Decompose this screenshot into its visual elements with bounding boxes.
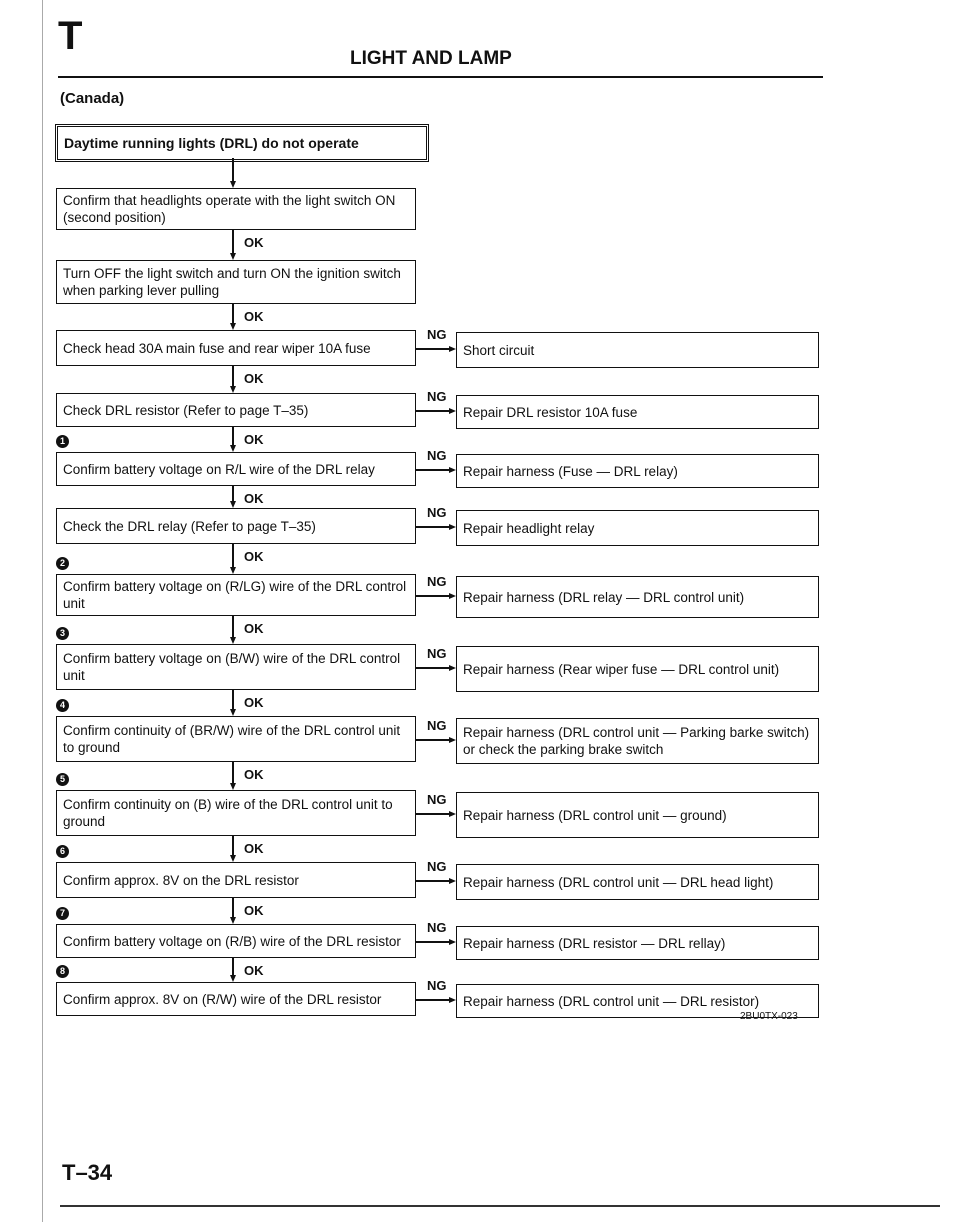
- ng-label: NG: [427, 448, 447, 463]
- step-marker-4: 4: [56, 699, 69, 712]
- footer-rule: [60, 1205, 940, 1207]
- ok-flow-line: [232, 230, 234, 254]
- arrow-down-icon: [230, 253, 236, 260]
- symptom-box: Daytime running lights (DRL) do not operate: [55, 124, 429, 162]
- arrow-down-icon: [230, 323, 236, 330]
- arrow-right-icon: [449, 593, 456, 599]
- step-box: Confirm that headlights operate with the light switch ON (second position): [56, 188, 416, 230]
- remedy-box: Repair DRL resistor 10A fuse: [456, 395, 819, 429]
- ok-label: OK: [244, 309, 264, 324]
- ng-flow-line: [416, 739, 450, 741]
- step-marker-6: 6: [56, 845, 69, 858]
- step-box: Check DRL resistor (Refer to page T–35): [56, 393, 416, 427]
- remedy-box: Repair harness (DRL control unit — ground): [456, 792, 819, 838]
- header-rule: [58, 76, 823, 78]
- step-box: Confirm continuity of (BR/W) wire of the DRL control unit to ground: [56, 716, 416, 762]
- step-box: Confirm approx. 8V on the DRL resistor: [56, 862, 416, 898]
- arrow-down-icon: [230, 386, 236, 393]
- remedy-box: Repair headlight relay: [456, 510, 819, 546]
- page-title: LIGHT AND LAMP: [350, 48, 512, 69]
- remedy-box: Repair harness (Rear wiper fuse — DRL control unit): [456, 646, 819, 692]
- ng-flow-line: [416, 410, 450, 412]
- arrow-right-icon: [449, 939, 456, 945]
- arrow-right-icon: [449, 408, 456, 414]
- arrow-right-icon: [449, 346, 456, 352]
- arrow-down-icon: [230, 567, 236, 574]
- step-marker-8: 8: [56, 965, 69, 978]
- binding-edge: [42, 0, 43, 1222]
- ok-label: OK: [244, 549, 264, 564]
- ng-label: NG: [427, 920, 447, 935]
- step-box: Check head 30A main fuse and rear wiper 10A fuse: [56, 330, 416, 366]
- ng-label: NG: [427, 327, 447, 342]
- ng-flow-line: [416, 469, 450, 471]
- ok-flow-line: [232, 486, 234, 502]
- ok-flow-line: [232, 366, 234, 387]
- ok-flow-line: [232, 544, 234, 568]
- remedy-box: Repair harness (DRL control unit — DRL head light): [456, 864, 819, 900]
- ok-flow-line: [232, 690, 234, 710]
- step-box: Check the DRL relay (Refer to page T–35): [56, 508, 416, 544]
- ng-label: NG: [427, 646, 447, 661]
- step-marker-3: 3: [56, 627, 69, 640]
- remedy-box: Repair harness (DRL relay — DRL control unit): [456, 576, 819, 618]
- arrow-down-icon: [230, 181, 236, 188]
- ng-label: NG: [427, 792, 447, 807]
- ok-label: OK: [244, 491, 264, 506]
- ng-flow-line: [416, 941, 450, 943]
- ng-flow-line: [416, 880, 450, 882]
- arrow-down-icon: [230, 709, 236, 716]
- arrow-down-icon: [230, 917, 236, 924]
- step-marker-7: 7: [56, 907, 69, 920]
- step-box: Confirm continuity on (B) wire of the DRL control unit to ground: [56, 790, 416, 836]
- arrow-down-icon: [230, 445, 236, 452]
- remedy-box: Repair harness (DRL resistor — DRL rellay): [456, 926, 819, 960]
- ok-label: OK: [244, 235, 264, 250]
- ok-label: OK: [244, 903, 264, 918]
- ng-flow-line: [416, 526, 450, 528]
- arrow-right-icon: [449, 878, 456, 884]
- ok-label: OK: [244, 963, 264, 978]
- remedy-box: Repair harness (DRL control unit — Parking barke switch) or check the parking brake switch: [456, 718, 819, 764]
- arrow-down-icon: [230, 501, 236, 508]
- ok-flow-line: [232, 304, 234, 324]
- arrow-down-icon: [230, 783, 236, 790]
- figure-code: 2BU0TX-023: [740, 1011, 798, 1022]
- arrow-down-icon: [230, 637, 236, 644]
- ok-flow-line: [232, 836, 234, 856]
- ng-flow-line: [416, 999, 450, 1001]
- step-marker-5: 5: [56, 773, 69, 786]
- step-box: Confirm approx. 8V on (R/W) wire of the DRL resistor: [56, 982, 416, 1016]
- ng-flow-line: [416, 595, 450, 597]
- step-marker-1: 1: [56, 435, 69, 448]
- ok-label: OK: [244, 432, 264, 447]
- ok-flow-line: [232, 427, 234, 446]
- ok-label: OK: [244, 767, 264, 782]
- remedy-box: Repair harness (DRL control unit — DRL resistor): [456, 984, 819, 1018]
- ng-flow-line: [416, 813, 450, 815]
- ng-label: NG: [427, 505, 447, 520]
- ok-flow-line: [232, 762, 234, 784]
- ng-flow-line: [416, 667, 450, 669]
- arrow-right-icon: [449, 524, 456, 530]
- arrow-right-icon: [449, 811, 456, 817]
- ng-label: NG: [427, 718, 447, 733]
- arrow-right-icon: [449, 665, 456, 671]
- ok-label: OK: [244, 841, 264, 856]
- ok-label: OK: [244, 695, 264, 710]
- ok-label: OK: [244, 621, 264, 636]
- ok-flow-line: [232, 958, 234, 976]
- arrow-right-icon: [449, 997, 456, 1003]
- step-box: Turn OFF the light switch and turn ON the ignition switch when parking lever pulling: [56, 260, 416, 304]
- ng-label: NG: [427, 574, 447, 589]
- step-box: Confirm battery voltage on (R/LG) wire of the DRL control unit: [56, 574, 416, 616]
- ok-flow-line: [232, 898, 234, 918]
- ng-label: NG: [427, 859, 447, 874]
- ok-flow-line: [232, 616, 234, 638]
- step-marker-2: 2: [56, 557, 69, 570]
- ng-flow-line: [416, 348, 450, 350]
- step-box: Confirm battery voltage on (R/B) wire of the DRL resistor: [56, 924, 416, 958]
- remedy-box: Short circuit: [456, 332, 819, 368]
- page-number: T–34: [62, 1160, 113, 1185]
- step-box: Confirm battery voltage on R/L wire of the DRL relay: [56, 452, 416, 486]
- arrow-down-icon: [230, 975, 236, 982]
- remedy-box: Repair harness (Fuse — DRL relay): [456, 454, 819, 488]
- region-label: (Canada): [60, 90, 125, 107]
- step-box: Confirm battery voltage on (B/W) wire of the DRL control unit: [56, 644, 416, 690]
- arrow-down-icon: [230, 855, 236, 862]
- ng-label: NG: [427, 389, 447, 404]
- section-letter: T: [58, 14, 83, 58]
- ng-label: NG: [427, 978, 447, 993]
- ok-label: OK: [244, 371, 264, 386]
- arrow-right-icon: [449, 737, 456, 743]
- arrow-right-icon: [449, 467, 456, 473]
